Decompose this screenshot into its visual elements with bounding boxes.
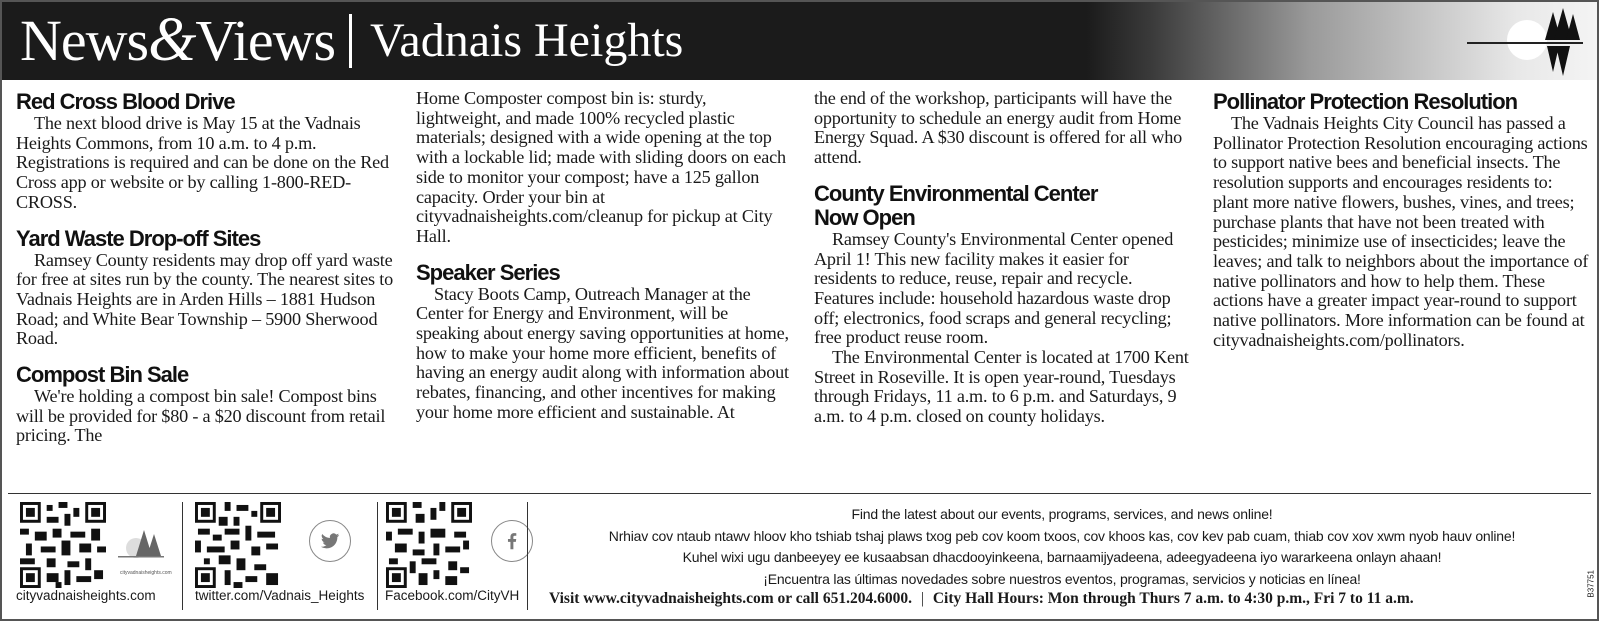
city-name: Vadnais Heights	[370, 13, 684, 67]
environmental-center-location-text: The Environmental Center is located at 1700 Kent Street in Roseville. It is open year-round, Tuesdays through Fridays, 11 a.m. to 6 p.m. and Saturdays, 9 a.m. to 4 p.m. closed on county holidays.	[814, 347, 1189, 427]
qr-code-twitter-icon[interactable]	[195, 502, 281, 588]
footer-separator	[377, 502, 378, 610]
facebook-f-icon	[501, 530, 523, 552]
message-somali: Kuhel wixi ugu danbeeyey ee kusaabsan dhacdooyinkeena, barnaamijyadeena, adeegyadeena iyo wararkeena onlayn ahaan!	[682, 549, 1442, 565]
qr-code-website-icon[interactable]	[20, 502, 106, 588]
pipe-separator: |	[920, 590, 924, 607]
twitter-bird-icon	[319, 530, 341, 552]
brand-news: News	[20, 8, 149, 73]
brand-views: Views	[195, 8, 336, 73]
ad-code: B37751	[1587, 570, 1596, 598]
blood-drive-text: The next blood drive is May 15 at the Vadnais Heights Commons, from 10 a.m. to 4 p.m. Registrations is required and can be done on the Red Cross app or website or by calling 1-800-RED-CROSS.	[16, 113, 389, 212]
pollinator-text: The Vadnais Heights City Council has passed a Pollinator Protection Resolution encouraging actions to support native bees and beneficial insects. The resolution supports and encourages residents to: plant more native flowers, bushes, vines, and trees; purchase plants that have not been treated with pesticides; minimize use of insecticides; leave the leaves; and talk to neighbors about the importance of native pollinators and how to help them. These actions have a greater impact year-round to support native pollinators. More information can be found at cityvadnaisheights.com/pollinators.	[1213, 113, 1589, 350]
column-3	[814, 90, 1192, 427]
facebook-link[interactable]: Facebook.com/CityVH	[385, 588, 520, 603]
city-tree-logo-icon	[114, 526, 168, 566]
city-logo-icon	[1465, 6, 1585, 76]
heading-speaker-series: Speaker Series	[416, 259, 560, 285]
website-link[interactable]: cityvadnaisheights.com	[16, 588, 156, 603]
brand-title	[20, 8, 335, 73]
qr-code-facebook-icon[interactable]	[386, 502, 472, 588]
brand-ampersand: &	[148, 6, 196, 74]
message-spanish: ¡Encuentra las últimas novedades sobre nuestros eventos, programas, servicios y noticias en línea!	[763, 570, 1361, 587]
masthead-banner	[2, 2, 1597, 80]
masthead-title	[20, 8, 683, 73]
footer-divider	[8, 493, 1591, 494]
multilingual-messages	[537, 504, 1587, 590]
message-hmong: Nrhiav cov ntaub ntawv hloov kho tshiab tshaj plaws txog peb cov koom txoos, cov khoos kas, cov kev pab cuam, thiab cov xov xwm nyob hauv online!	[608, 527, 1516, 544]
environmental-center-text: Ramsey County's Environmental Center opened April 1! This new facility makes it easier for residents to reduce, reuse, repair and recycle. Features include: household hazardous waste drop off; electronics, food scraps and general recycling; free product reuse room.	[814, 228, 1174, 348]
message-english: Find the latest about our events, programs, services, and news online!	[851, 506, 1273, 522]
city-hall-hours: City Hall Hours: Mon through Thurs 7 a.m. to 4:30 p.m., Fri 7 to 11 a.m.	[932, 590, 1414, 607]
footer-separator	[182, 502, 183, 610]
article-columns	[16, 88, 1589, 485]
title-divider	[349, 14, 352, 68]
logo-small-caption: cityvadnaisheights.com	[120, 570, 172, 576]
heading-yard-waste: Yard Waste Drop-off Sites	[16, 225, 261, 251]
compost-bin-continued-text: Home Composter compost bin is: sturdy, lightweight, and made 100% recycled plastic materials; designed with a wide opening at the top with a lockable lid; made with sliding doors on each side to monitor your compost; have a 125 gallon capacity. Order your bin at cityvadnaisheights.com/cleanup for pickup at City Hall.	[416, 88, 786, 246]
heading-blood-drive: Red Cross Blood Drive	[16, 89, 235, 114]
heading-compost-bin: Compost Bin Sale	[16, 362, 189, 388]
footer-separator	[527, 502, 528, 610]
speaker-series-continued-text: the end of the workshop, participants will have the opportunity to schedule an energy audit from Home Energy Squad. A $30 discount is offered for all who attend.	[814, 88, 1182, 168]
column-4	[1213, 90, 1591, 350]
twitter-link[interactable]: twitter.com/Vadnais_Heights	[195, 588, 365, 603]
compost-bin-text: We're holding a compost bin sale! Compost bins will be provided for $80 - a $20 discount from retail pricing. The	[16, 386, 386, 446]
visit-website-text[interactable]: Visit www.cityvadnaisheights.com or call 651.204.6000.	[549, 590, 912, 607]
yard-waste-text: Ramsey County residents may drop off yard waste for free at sites run by the county. The nearest sites to Vadnais Heights are in Arden Hills – 1881 Hudson Road; and White Bear Township – 5900 Sherwood Road.	[16, 249, 393, 349]
contact-line	[549, 590, 1414, 608]
speaker-series-text: Stacy Boots Camp, Outreach Manager at the Center for Energy and Environment, will be speaking about energy saving opportunities at home, how to make your home more efficient, benefits of having an energy audit along with information about rebates, financing, and other incentives for making your home more efficient and sustainable. At	[416, 283, 789, 422]
heading-environmental-center: County Environmental Center Now Open	[814, 180, 1098, 230]
heading-pollinator: Pollinator Protection Resolution	[1213, 89, 1518, 114]
twitter-button[interactable]	[309, 520, 351, 562]
column-1	[16, 90, 394, 446]
column-2	[416, 90, 794, 423]
